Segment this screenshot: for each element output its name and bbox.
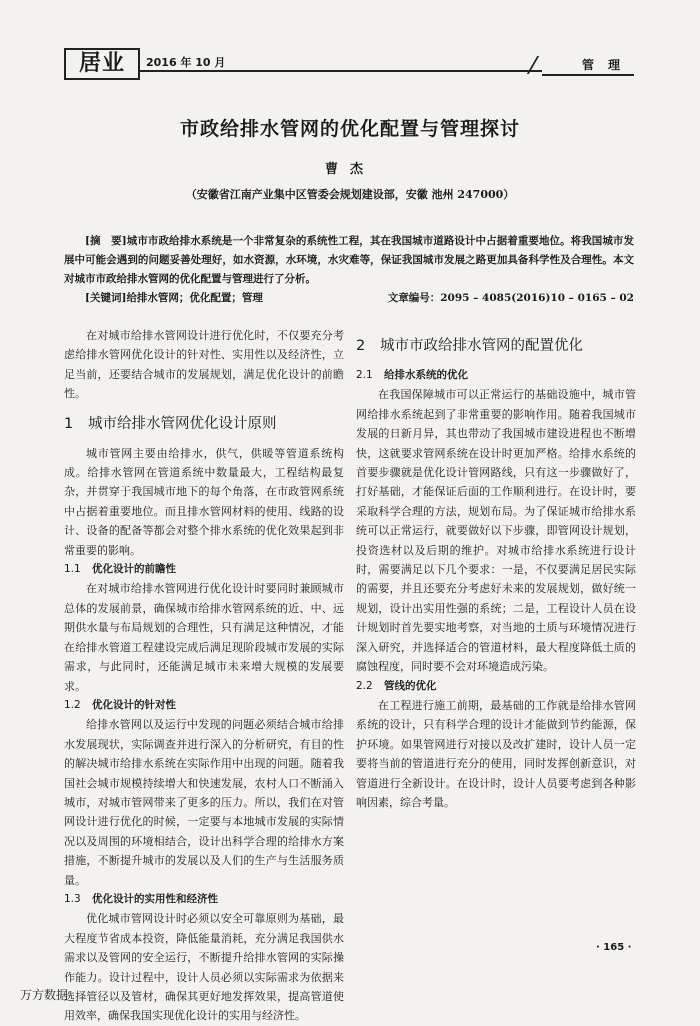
keywords-text: 给排水管网；优化配置；管理 [126,292,263,304]
subsection-title: 给排水系统的优化 [384,369,468,381]
section-2-2-heading [356,677,636,696]
section-number: 1 [64,415,74,432]
left-column [64,326,344,1026]
abstract-label: [摘 要] [85,235,127,247]
subsection-title: 优化设计的针对性 [92,698,176,711]
section-2-1-heading [356,366,636,385]
subsection-title: 管线的优化 [384,679,437,692]
watermark: 万方数据 [20,988,69,1002]
section-1-1-paragraph: 在对城市给排水管网进行优化设计时要同时兼顾城市总体的发展前景，确保城市给排水管网系统的近、中、远期供水量与布局规划的合理性，只有满足这种情况，才能在给排水管道工程建设完成后满足现阶段城市发展的实际需求，与此同时，还能满足城市未来增大规模的发展要求。 [64,582,344,693]
keywords [85,289,263,308]
section-1-2-paragraph: 给排水管网以及运行中发现的问题必须结合城市给排水发展现状，实际调查并进行深入的分析研究，有目的性的解决城市给排水系统在实际作用中出现的问题。随着我国社会城市规模持续增大和快速发展，农村人口不断涌入城市，对城市管网带来了更多的压力。所以，我们在对管网设计进行优化的时候，一定要与本地城市发展的实际情况以及周围的环境相结合，设计出科学合理的给排水方案措施，不断提升城市的发展以及人们的生产与生活服务质量。 [64,718,344,887]
keywords-line [64,289,634,308]
article-author: 曹杰 [324,162,375,177]
keywords-label: [关键词] [85,292,127,304]
subsection-number: 1.3 [64,892,81,905]
issue-date: 2016 年 10 月 [146,56,226,69]
intro-paragraph: 在对城市给排水管网设计进行优化时，不仅要充分考虑给排水管网优化设计的针对性、实用性以及经济性，立足当前，还要结合城市的发展规划，满足优化设计的前瞻性。 [64,329,344,401]
subsection-number: 2.1 [356,369,373,381]
section-1-1-heading [64,560,344,579]
section-1-paragraph: 城市管网主要由给排水，供气，供暖等管道系统构成。给排水管网在管道系统中数量最大，工程结构最复杂，并贯穿于我国城市地下的每个角落，在市政管网系统中占据着重要地位。而且排水管网材料的使用、线路的设计、设备的配备等都会对整个排水系统的优化效果起到非常重要的影响。 [64,446,344,557]
subsection-number: 1.2 [64,698,81,711]
section-title: 城市市政给排水管网的配置优化 [380,338,583,354]
right-column [356,326,636,812]
subsection-title: 优化设计的前瞻性 [92,563,176,576]
section-2-2-paragraph: 在工程进行施工前期，最基础的工作就是给排水管网系统的设计，只有科学合理的设计才能做到节约能源，保护环境。如果管网进行对接以及改扩建时，设计人员一定要将当前的管道进行充分的使用，同时发挥创新意识，对管道进行全新设计。在设计时，设计人员要考虑到各种影响因素，综合考量。 [356,698,636,809]
section-2-heading [356,335,636,357]
section-1-2-heading [64,696,344,715]
article-title: 市政给排水管网的优化配置与管理探讨 [179,118,520,140]
section-number: 2 [356,338,366,354]
subsection-title: 优化设计的实用性和经济性 [92,892,218,905]
section-label: 管理 [542,56,634,76]
abstract [64,232,634,289]
section-title: 城市给排水管网优化设计原则 [88,415,277,432]
section-1-heading [64,413,344,435]
page-number: · 165 · [596,942,632,953]
subsection-number: 1.1 [64,563,81,576]
header-rule [140,70,542,72]
section-2-1-paragraph: 在我国保障城市可以正常运行的基础设施中，城市管网给排水系统起到了非常重要的影响作用。随着我国城市发展的日新月异，其也带动了我国城市建设进程也不断增快，这就要求管网系统在设计时更加严格。给排水系统的首要步骤就是优化设计管网路线，只有这一步骤做好了，打好基础，才能保证后面的工作顺利进行。在设计时，要采取科学合理的方法，规划布局。为了保证城市给排水系统可以正常运行，就要做好以下步骤，即管网设计规划，投资选材以及后期的维护。对城市给排水系统进行设计时，需要满足以下几个要求：一是，不仅要满足居民实际的需要，并且还要充分考虑好未来的发展规划，做好统一规划，设计出实用性强的系统；二是，工程设计人员在设计规划时首先要实地考察，对当地的土质与环境情况进行深入研究，并选择适合的管道材料，最大程度降低土质的腐蚀程度，同时要不会对环境造成污染。 [356,388,636,674]
subsection-number: 2.2 [356,679,373,692]
article-number: 文章编号：2095 – 4085(2016)10 – 0165 – 02 [387,292,634,304]
abstract-text: 城市市政给排水系统是一个非常复杂的系统性工程，其在我国城市道路设计中占据着重要地位。将我国城市发展中可能会遇到的问题妥善处理好，如水资源，水环境，水灾难等，保证我国城市发展之路更加具备科学性及合理性。本文对城市市政给排水管网的优化配置与管理进行了分析。 [64,235,635,285]
section-1-3-paragraph: 优化城市管网设计时必须以安全可靠原则为基础，最大程度节省成本投资，降低能量消耗，充分满足我国供水需求以及管网的安全运行，不断提升给排水管网的实际操作能力。设计过程中，设计人员必须以实际需求为依据来选择管径以及管材，确保其更好地发挥效果，提高管道使用效率，确保我国实现优化设计的实用与经济性。 [64,912,344,1023]
author-affiliation: （安徽省江南产业集中区管委会规划建设部，安徽 池州 247000） [185,188,515,201]
section-1-3-heading [64,890,344,909]
journal-logo: 居业 [64,48,140,80]
